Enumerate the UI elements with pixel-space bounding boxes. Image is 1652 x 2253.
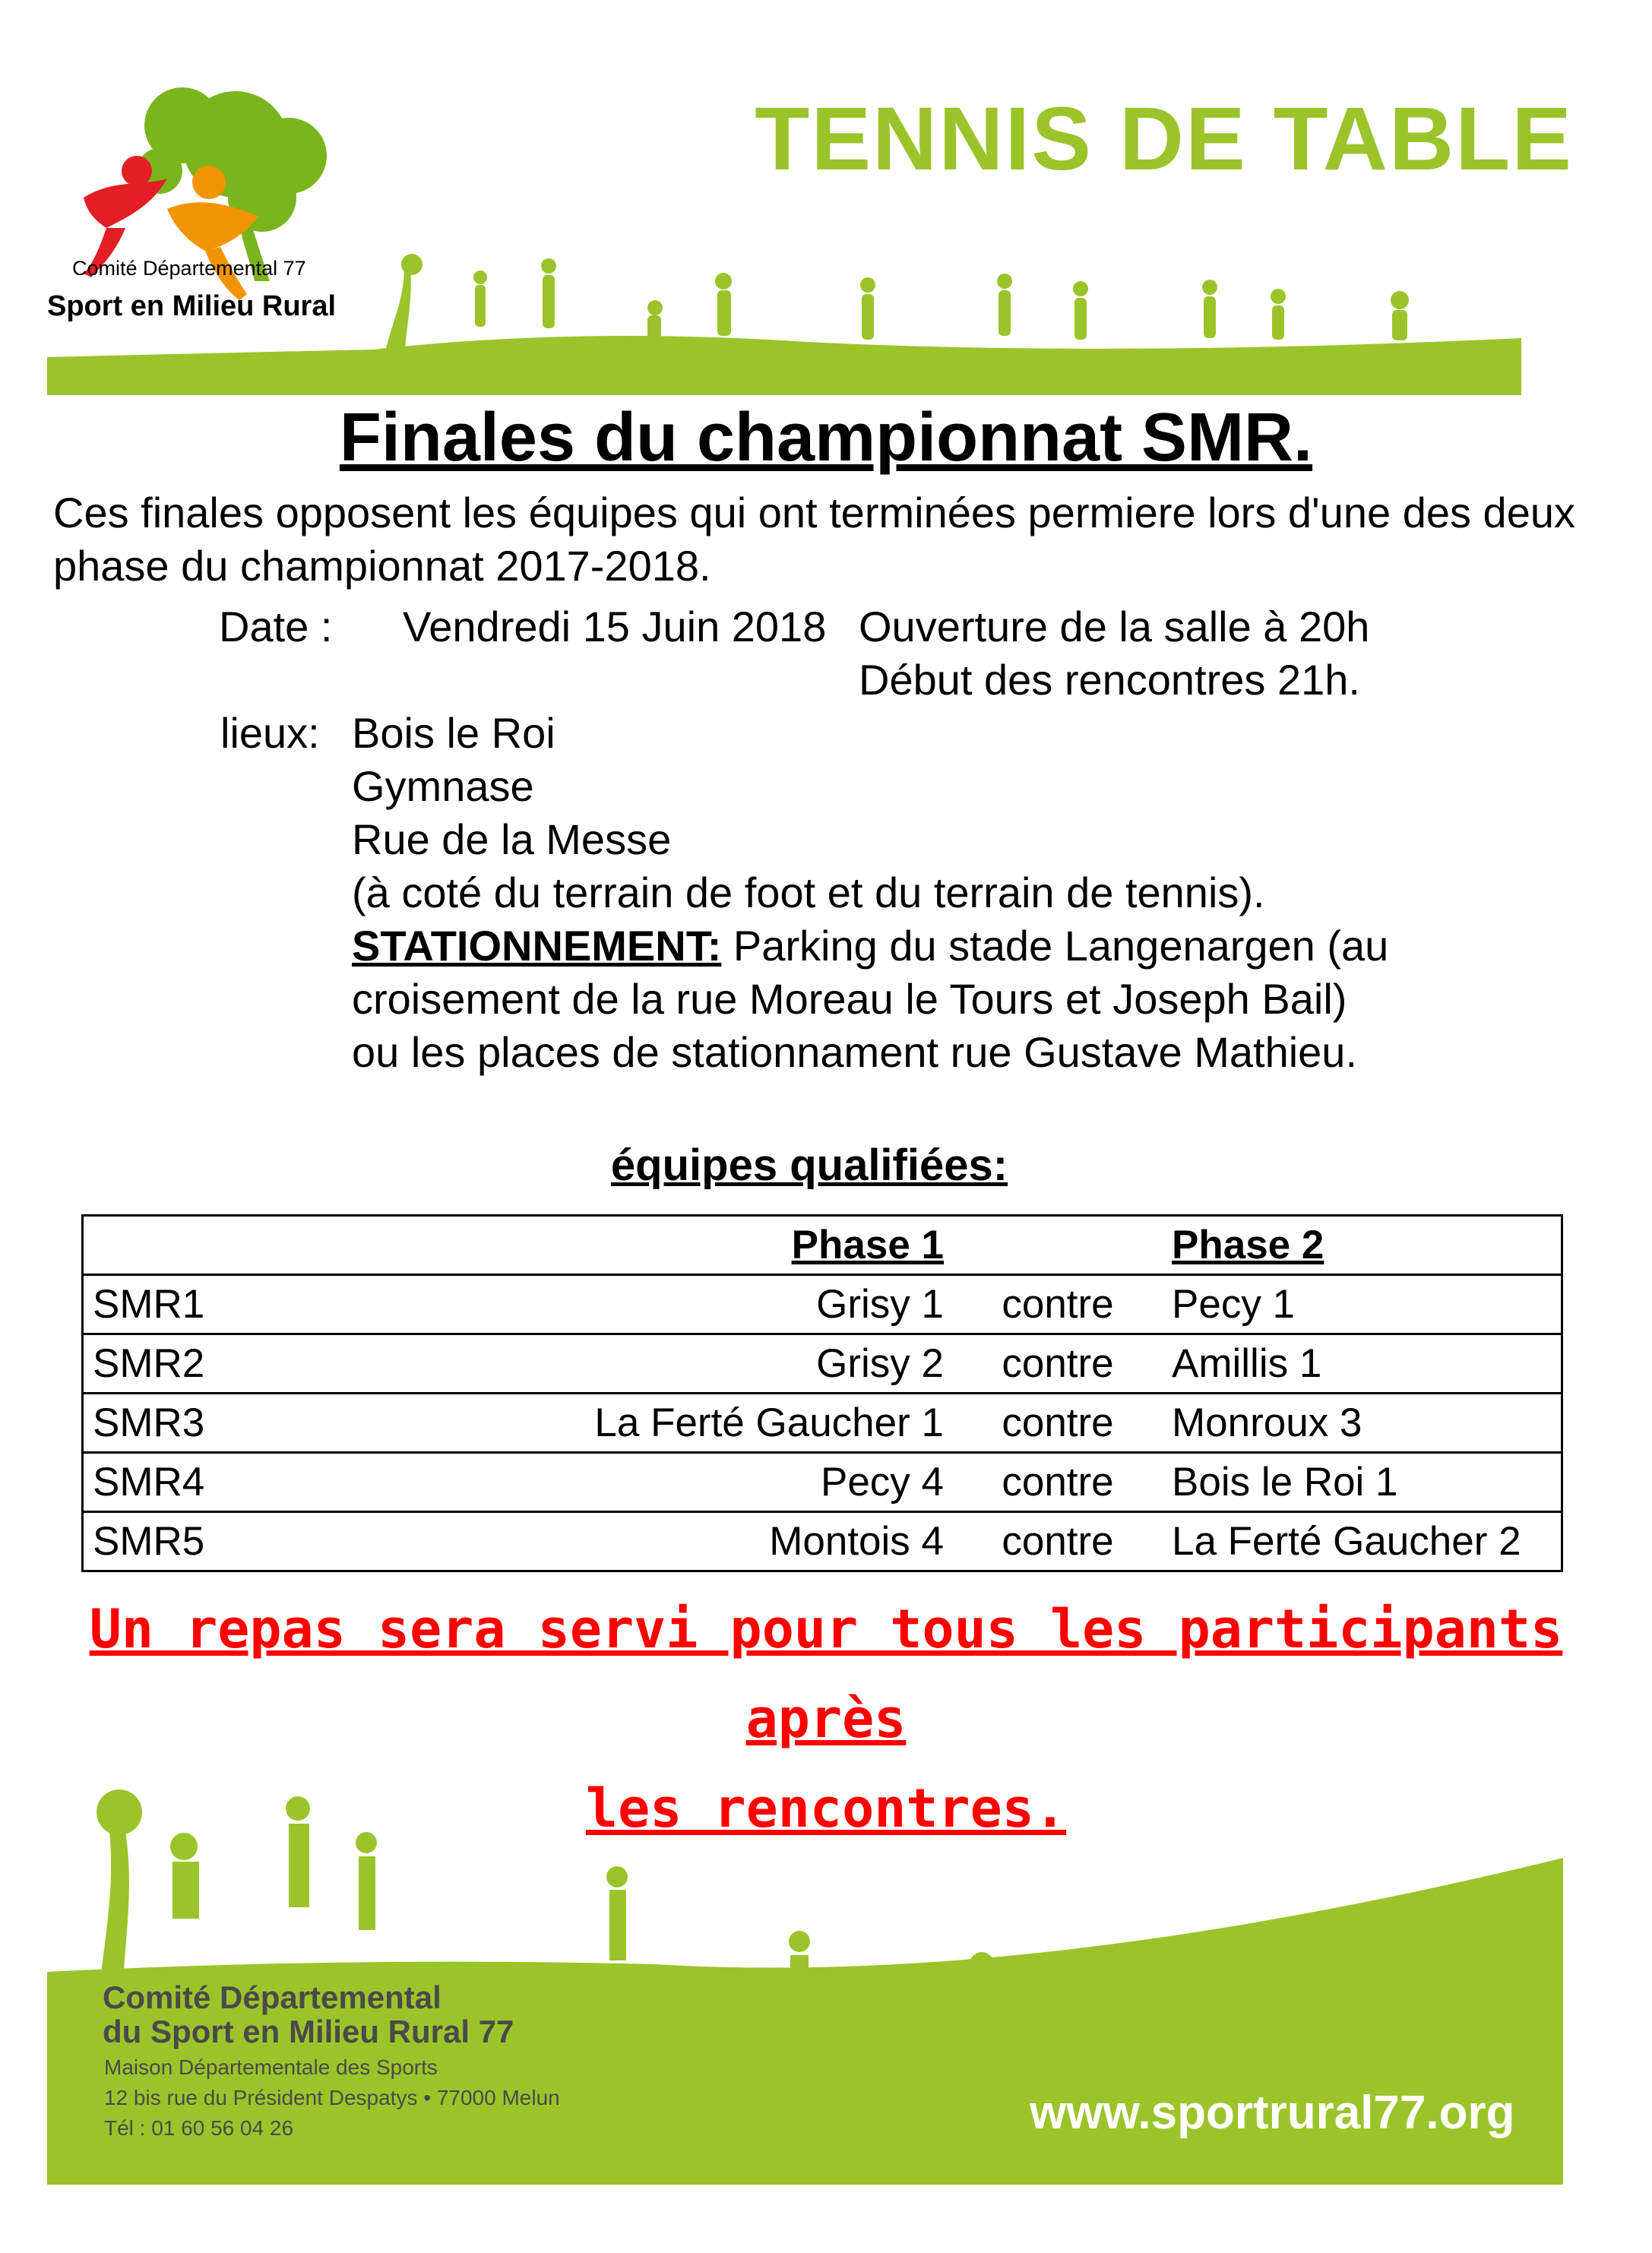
header-phase2: Phase 2	[1172, 1223, 1324, 1267]
row-team2: Amillis 1	[1172, 1334, 1562, 1394]
location-line: Gymnase	[352, 762, 534, 810]
teams-title: équipes qualifiées:	[610, 1141, 1008, 1190]
meal-notice-line2: les rencontres.	[585, 1777, 1067, 1840]
row-code: SMR2	[83, 1334, 382, 1394]
footer-phone: Tél : 01 60 56 04 26	[104, 2116, 294, 2140]
parking-text: Parking du stade Langenargen (au	[721, 922, 1389, 970]
parking-label: STATIONNEMENT:	[352, 922, 722, 970]
header-green-banner	[47, 236, 1521, 395]
logo-committee-text: Comité Départemental 77	[72, 257, 306, 280]
parking-line: ou les places de stationnament rue Gustave Mathieu.	[352, 1028, 1357, 1076]
location-line: Rue de la Messe	[352, 815, 672, 863]
footer-website-link[interactable]: www.sportrural77.org	[1030, 2087, 1515, 2139]
location-line: Bois le Roi	[352, 709, 555, 757]
page-title: Finales du championnat SMR.	[339, 400, 1313, 476]
table-row	[83, 1512, 1562, 1571]
opening-time: Ouverture de la salle à 20h	[859, 603, 1370, 650]
start-time: Début des rencontres 21h.	[859, 656, 1360, 704]
row-code: SMR1	[83, 1275, 382, 1334]
date-label: Date :	[219, 603, 333, 650]
table-header-row	[83, 1216, 1562, 1275]
row-code: SMR4	[83, 1453, 382, 1512]
meal-notice-line1: Un repas sera servi pour tous les participants après	[89, 1598, 1563, 1750]
teams-table	[81, 1214, 1563, 1572]
footer-org-name-line1: Comité Départemental	[103, 1979, 441, 2015]
intro-paragraph: Ces finales opposent les équipes qui ont terminées permiere lors d'une des deux phase du championnat 2017-2018.	[53, 489, 1575, 590]
table-row	[83, 1275, 1562, 1334]
logo-org-text: Sport en Milieu Rural	[47, 290, 337, 322]
table-row	[83, 1453, 1562, 1512]
row-vs: contre	[944, 1512, 1172, 1571]
footer-address-line1: Maison Départementale des Sports	[104, 2055, 438, 2079]
row-team2: La Ferté Gaucher 2	[1172, 1512, 1562, 1571]
table-row	[83, 1334, 1562, 1394]
row-vs: contre	[944, 1394, 1172, 1453]
header-title: TENNIS DE TABLE	[755, 89, 1573, 189]
location-line: (à coté du terrain de foot et du terrain de tennis).	[352, 869, 1265, 916]
row-team2: Pecy 1	[1172, 1275, 1562, 1334]
location-label: lieux:	[220, 709, 320, 757]
row-code: SMR3	[83, 1394, 382, 1453]
footer-address-line2: 12 bis rue du Président Despatys • 77000 Melun	[104, 2086, 560, 2109]
header-phase1: Phase 1	[791, 1223, 944, 1267]
row-vs: contre	[944, 1453, 1172, 1512]
row-vs: contre	[944, 1275, 1172, 1334]
row-team1: Grisy 1	[381, 1275, 944, 1334]
table-row	[83, 1394, 1562, 1453]
row-code: SMR5	[83, 1512, 382, 1571]
footer-org-name-line2: du Sport en Milieu Rural 77	[103, 2014, 514, 2049]
row-team1: Pecy 4	[381, 1453, 944, 1512]
row-team1: Montois 4	[381, 1512, 944, 1571]
row-vs: contre	[944, 1334, 1172, 1394]
parking-line	[352, 919, 1388, 973]
row-team1: La Ferté Gaucher 1	[381, 1394, 944, 1453]
row-team1: Grisy 2	[381, 1334, 944, 1394]
date-value: Vendredi 15 Juin 2018	[403, 603, 827, 650]
row-team2: Bois le Roi 1	[1172, 1453, 1562, 1512]
row-team2: Monroux 3	[1172, 1394, 1562, 1453]
parking-line: croisement de la rue Moreau le Tours et Joseph Bail)	[352, 975, 1347, 1023]
